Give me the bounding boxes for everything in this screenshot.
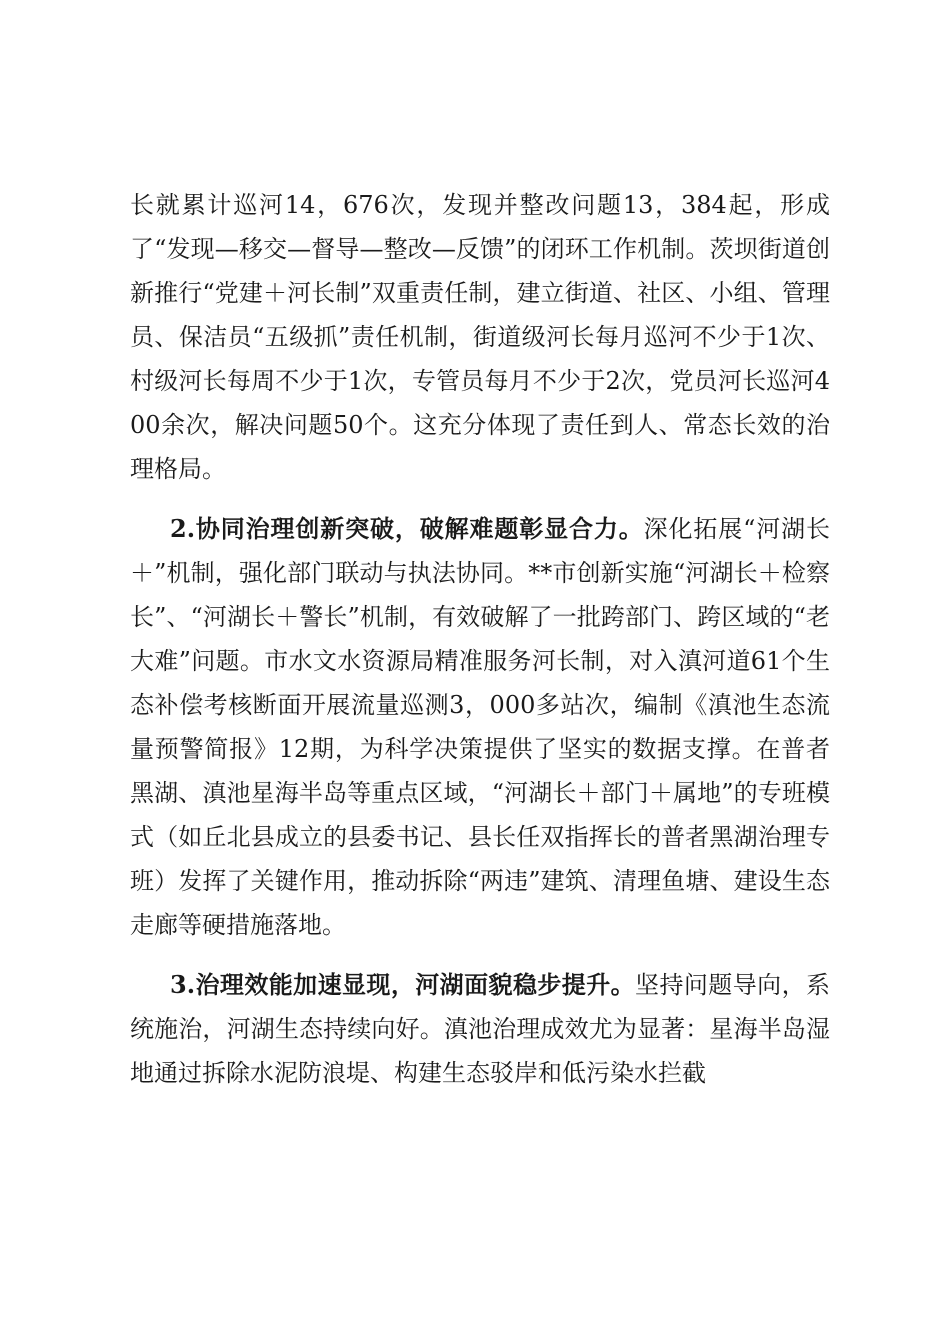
paragraph-2-lead: 2.协同治理创新突破，破解难题彰显合力。 [170, 514, 644, 543]
paragraph-2-body: 深化拓展“河湖长＋”机制，强化部门联动与执法协同。**市创新实施“河湖长＋检察长”、“河湖长＋警长”机制，有效破解了一批跨部门、跨区域的“老大难”问题。市水文水资源局精准服务河长制，对入滇河道61个生态补偿考核断面开展流量巡测3，000多站次，编制《滇池生态流量预警简报》12期，为科学决策提供了坚实的数据支撑。在普者黑湖、滇池星海半岛等重点区域，“河湖长＋部门＋属地”的专班模式（如丘北县成立的县委书记、县长任双指挥长的普者黑湖治理专班）发挥了关键作用，推动拆除“两违”建筑、清理鱼塘、建设生态走廊等硬措施落地。 [130, 515, 830, 939]
document-page [130, 183, 830, 1095]
paragraph-2 [130, 507, 830, 947]
paragraph-3-lead: 3.治理效能加速显现，河湖面貌稳步提升。 [170, 970, 636, 999]
paragraph-1-body: 长就累计巡河14，676次，发现并整改问题13，384起，形成了“发现—移交—督导—整改—反馈”的闭环工作机制。茨坝街道创新推行“党建＋河长制”双重责任制，建立街道、社区、小组、管理员、保洁员“五级抓”责任机制，街道级河长每月巡河不少于1次、村级河长每周不少于1次，专管员每月不少于2次，党员河长巡河400余次，解决问题50个。这充分体现了责任到人、常态长效的治理格局。 [130, 191, 830, 483]
paragraph-3-body: 坚持问题导向，系统施治，河湖生态持续向好。滇池治理成效尤为显著：星海半岛湿地通过拆除水泥防浪堤、构建生态驳岸和低污染水拦截 [130, 971, 830, 1087]
paragraph-1 [130, 183, 830, 491]
paragraph-3 [130, 963, 830, 1095]
